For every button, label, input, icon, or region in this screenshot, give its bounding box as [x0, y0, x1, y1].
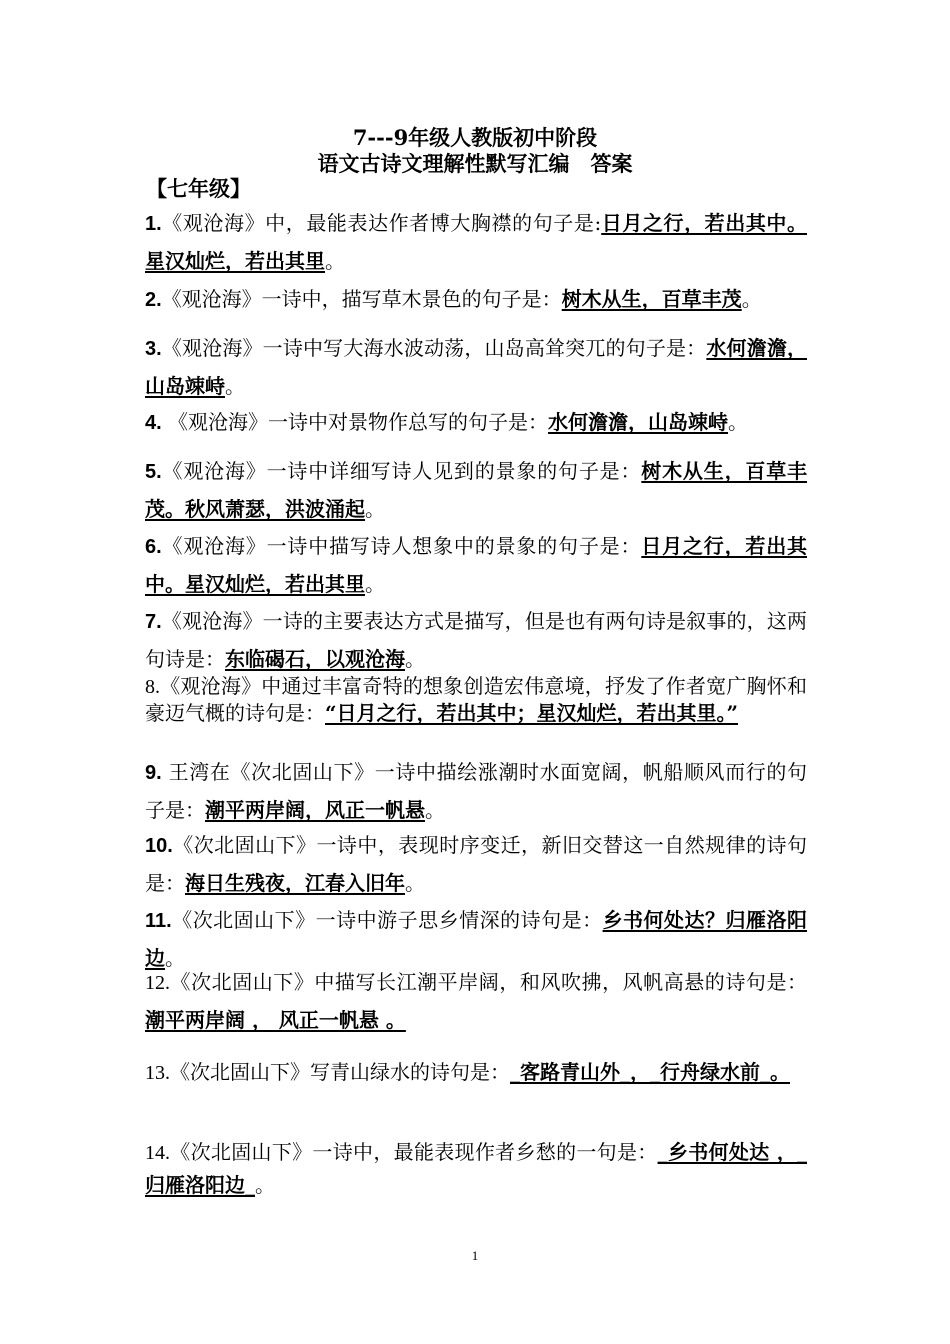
question-text: 王湾在《次北固山下》一诗中描绘涨潮时水面宽阔，帆船顺风而行的句子是：	[145, 760, 807, 822]
question-item	[145, 1136, 807, 1201]
question-number: 7.	[145, 611, 162, 633]
answer-text: 东临碣石，以观沧海	[225, 647, 405, 671]
question-text: 《次北固山下》一诗中，最能表现作者乡愁的一句是：	[170, 1140, 658, 1164]
question-text: 《观沧海》一诗中，描写草木景色的句子是：	[161, 287, 562, 311]
question-text: 《观沧海》一诗中对景物作总写的句子是：	[161, 410, 549, 434]
question-item	[145, 404, 807, 442]
question-number: 6.	[145, 536, 162, 558]
answer-end: 。	[365, 572, 385, 596]
question-item	[145, 528, 807, 603]
question-number: 9.	[145, 762, 162, 784]
answer-text: 树木从生，百草丰茂。秋风萧瑟，洪波涌起	[145, 459, 808, 521]
question-number: 1.	[145, 213, 162, 235]
answer-text: 潮平两岸阔 ， 风正一帆悬 。	[145, 1008, 406, 1032]
question-item	[145, 1053, 807, 1092]
question-number: 14.	[145, 1142, 170, 1164]
question-item	[145, 673, 807, 726]
question-text: 《次北固山下》中描写长江潮平岸阔，和风吹拂，风帆高悬的诗句是：	[170, 970, 807, 994]
answer-text: “日月之行，若出其中；星汉灿烂，若出其里。”	[325, 701, 739, 725]
question-number: 4.	[145, 412, 162, 434]
question-item	[145, 827, 807, 902]
question-item	[145, 205, 807, 280]
question-number: 3.	[145, 338, 162, 360]
section-heading: 【七年级】	[146, 176, 251, 201]
answer-end: 。	[405, 647, 425, 671]
question-item	[145, 603, 807, 678]
answer-end: 。	[325, 249, 345, 273]
answer-text: _乡书何处达 ，_归雁洛阳边_	[145, 1140, 808, 1197]
question-text: 《次北固山下》一诗中游子思乡情深的诗句是：	[171, 908, 603, 932]
question-item	[145, 281, 807, 319]
question-text: 《观沧海》一诗中描写诗人想象中的景象的句子是：	[161, 534, 642, 558]
question-number: 8.	[145, 676, 160, 698]
question-item	[145, 330, 807, 405]
answer-end: 。	[728, 410, 749, 434]
answer-end: 。	[255, 1173, 275, 1197]
page-number: 1	[471, 1248, 479, 1263]
answer-text: 树木从生，百草丰茂	[561, 287, 742, 311]
answer-text: _客路青山外_，_行舟绿水前_。	[510, 1060, 790, 1084]
question-item	[145, 754, 807, 829]
document-title-line2: 语文古诗文理解性默写汇编 答案	[317, 151, 633, 176]
answer-text: 日月之行，若出其中。星汉灿烂，若出其里	[145, 211, 807, 273]
answer-text: 海日生残夜，江春入旧年	[185, 871, 405, 895]
question-text: 《观沧海》一诗的主要表达方式是描写，但是也有两句诗是叙事的，这两句诗是：	[145, 609, 807, 671]
answer-end: 。	[365, 497, 385, 521]
question-text: 《观沧海》一诗中详细写诗人见到的景象的句子是：	[161, 459, 642, 483]
answer-end: 。	[165, 946, 185, 970]
question-text: 《次北固山下》写青山绿水的诗句是：	[170, 1060, 510, 1084]
answer-text: 乡书何处达？归雁洛阳边	[145, 908, 808, 970]
answer-text: 日月之行，若出其中。星汉灿烂，若出其里	[145, 534, 808, 596]
question-item	[145, 964, 807, 1039]
question-number: 11.	[145, 910, 172, 932]
question-text: 《观沧海》一诗中写大海水波动荡，山岛高耸突兀的句子是：	[161, 336, 707, 360]
answer-end: 。	[425, 798, 445, 822]
question-number: 5.	[145, 461, 162, 483]
answer-end: 。	[741, 287, 762, 311]
question-text: 《次北固山下》一诗中，表现时序变迁，新旧交替这一自然规律的诗句是：	[145, 833, 807, 895]
question-number: 12.	[145, 972, 170, 994]
answer-text: 水何澹澹，山岛竦峙	[145, 336, 808, 398]
question-text: 《观沧海》中，最能表达作者博大胸襟的句子是:	[161, 211, 602, 235]
question-number: 13.	[145, 1062, 170, 1084]
answer-end: 。	[225, 374, 245, 398]
question-number: 2.	[145, 289, 162, 311]
question-text: 《观沧海》中通过丰富奇特的想象创造宏伟意境，抒发了作者宽广胸怀和豪迈气概的诗句是：	[145, 674, 807, 725]
question-number: 10.	[145, 835, 173, 857]
answer-text: 潮平两岸阔，风正一帆悬	[205, 798, 425, 822]
question-item	[145, 453, 807, 528]
document-title-line1: 7---9年级人教版初中阶段	[352, 125, 598, 150]
answer-text: 水何澹澹，山岛竦峙	[548, 410, 729, 434]
answer-end: 。	[405, 871, 425, 895]
